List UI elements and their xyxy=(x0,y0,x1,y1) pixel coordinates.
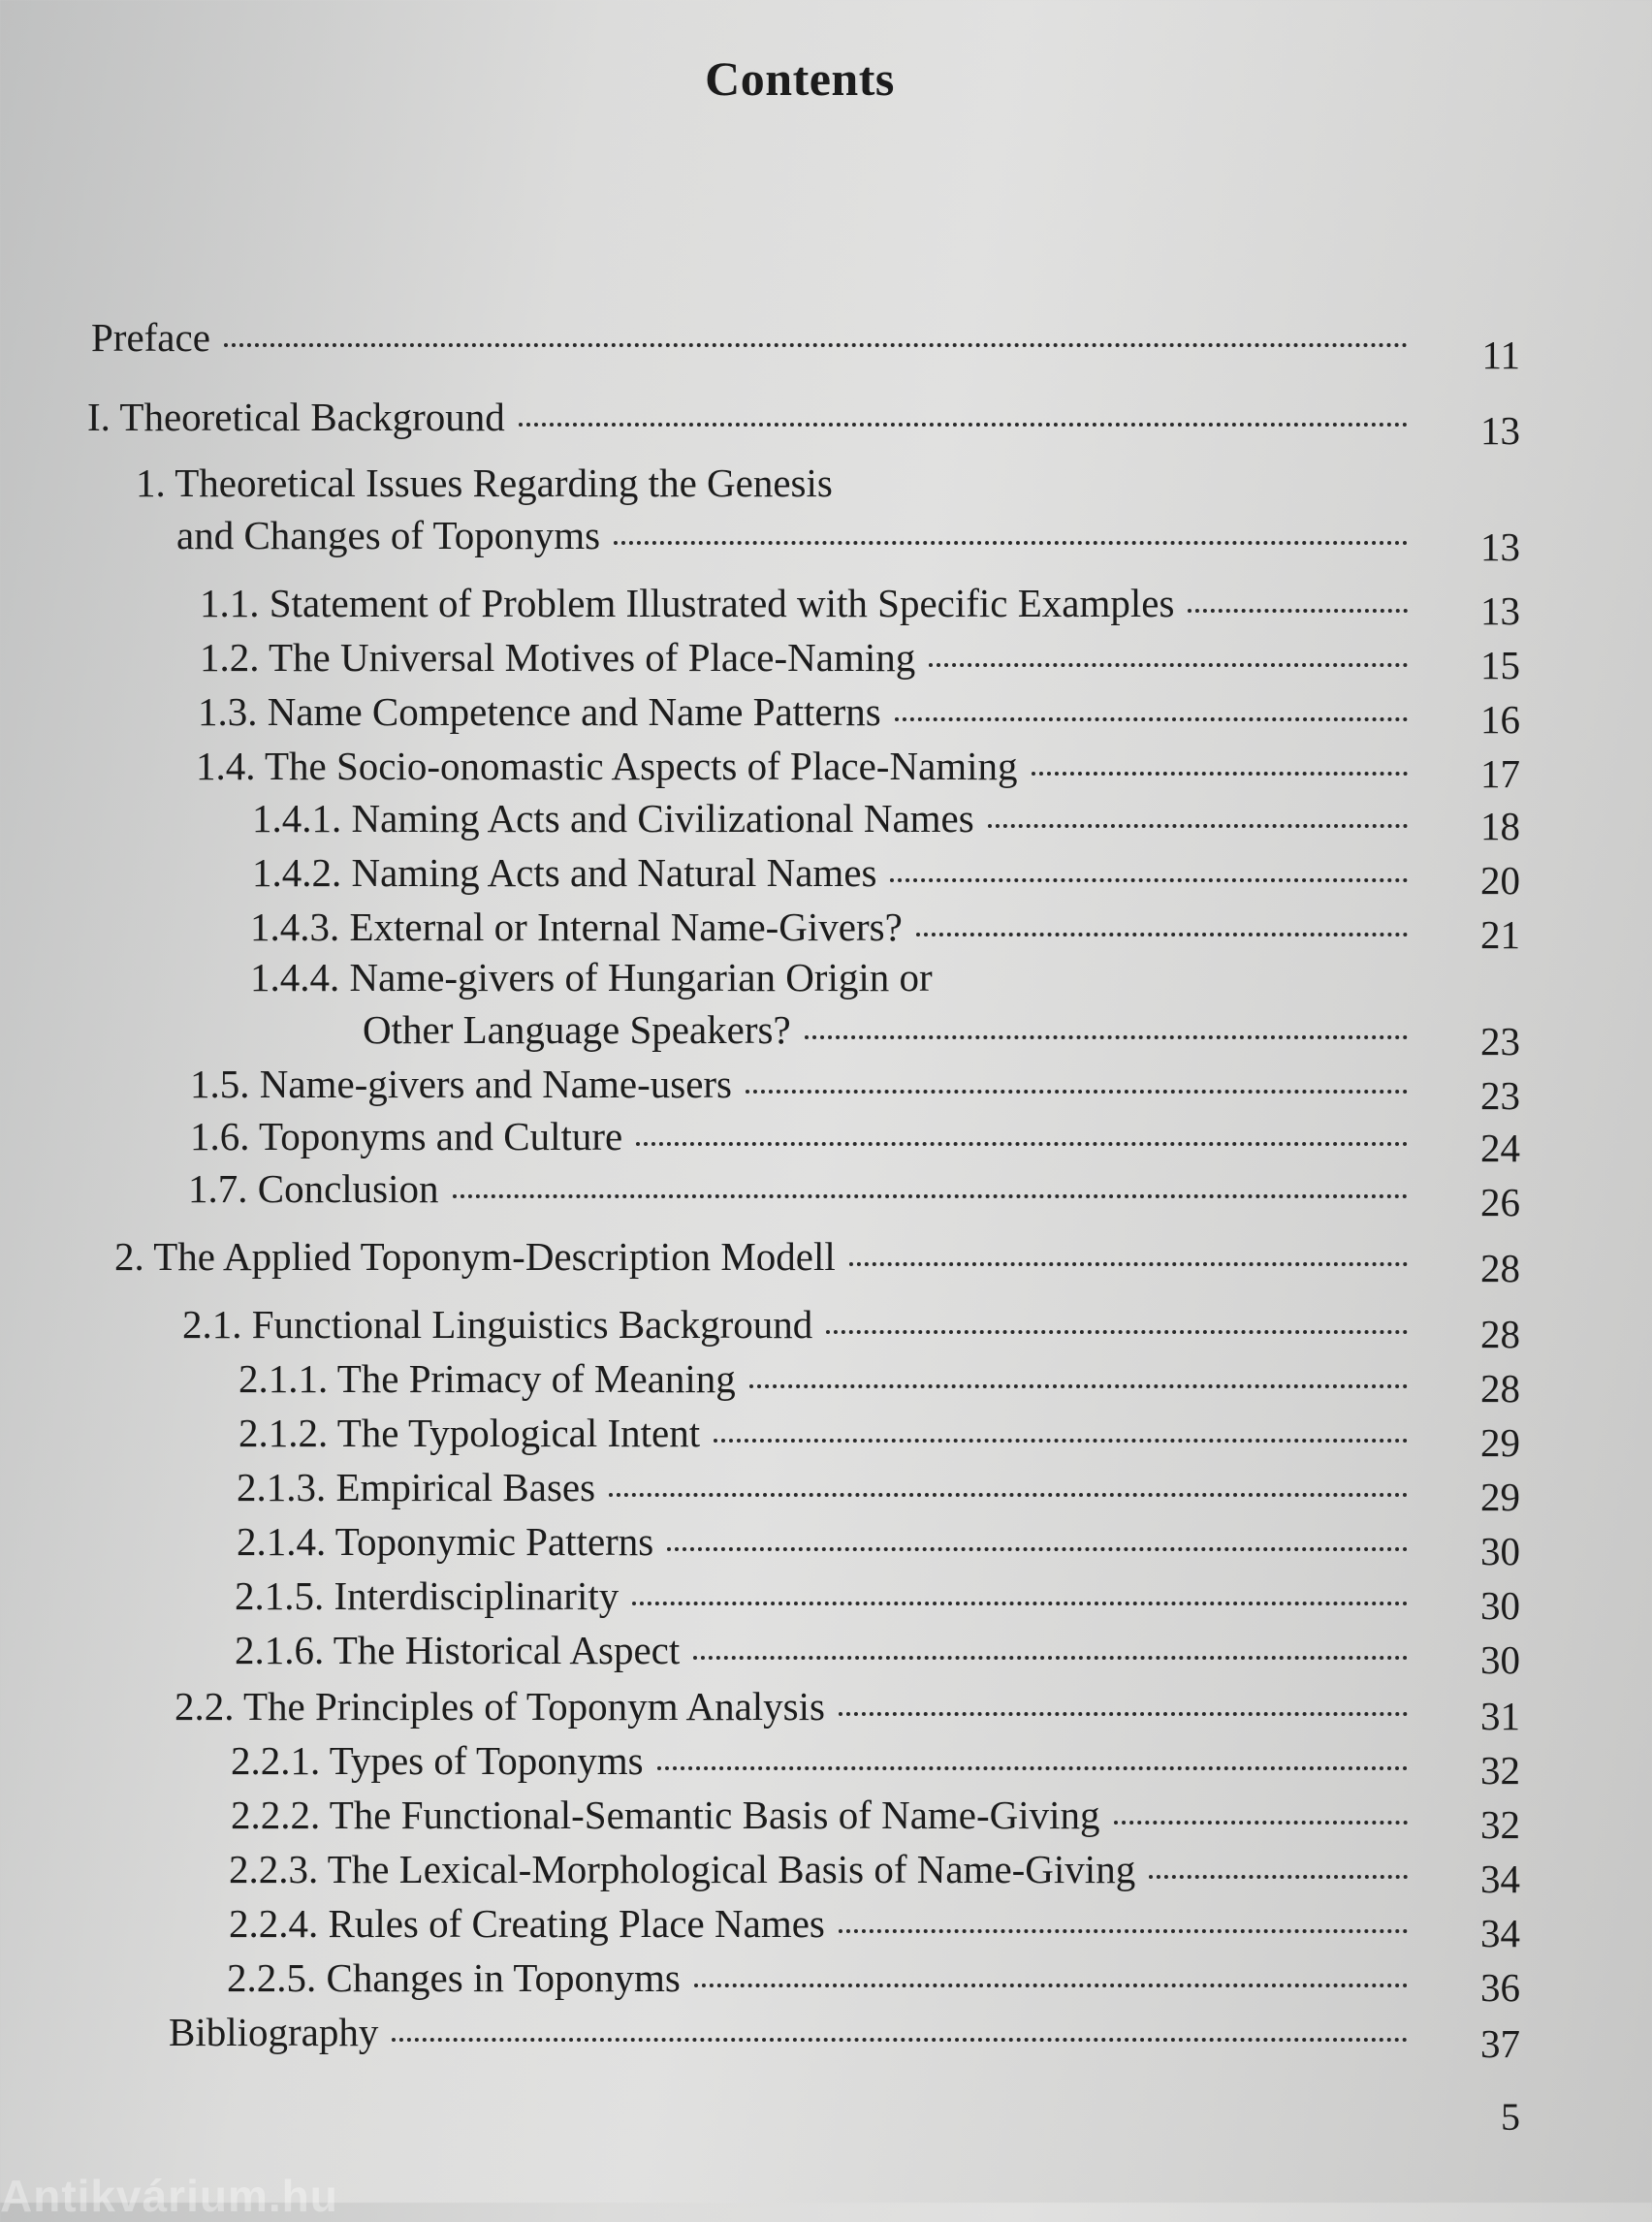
dot-leader xyxy=(636,1142,1408,1146)
dot-leader xyxy=(839,1929,1408,1933)
toc-entry-label: 2.2. The Principles of Toponym Analysis xyxy=(175,1684,825,1729)
toc-entry-2-1-6 xyxy=(235,1625,1414,1675)
toc-page-number: 17 xyxy=(1480,751,1520,796)
toc-page-number: 31 xyxy=(1480,1694,1520,1738)
toc-entry-label: 1.4.2. Naming Acts and Natural Names xyxy=(252,850,877,895)
toc-entry-label: Other Language Speakers? xyxy=(363,1007,791,1052)
toc-page-number: 37 xyxy=(1480,2021,1520,2066)
toc-page-number: 28 xyxy=(1480,1366,1520,1411)
dot-leader xyxy=(1149,1875,1408,1879)
toc-entry-label: 1.7. Conclusion xyxy=(188,1166,439,1211)
toc-page-number: 18 xyxy=(1480,804,1520,848)
page-number: 5 xyxy=(1501,2095,1520,2139)
toc-page-number: 36 xyxy=(1480,1965,1520,2010)
toc-entry-label: 2.2.5. Changes in Toponyms xyxy=(227,1955,681,2000)
toc-entry-preface xyxy=(91,312,1414,363)
dot-leader xyxy=(988,824,1408,828)
toc-page-number: 28 xyxy=(1480,1246,1520,1290)
toc-page-number: 30 xyxy=(1480,1583,1520,1628)
toc-entry-chapter-1-line-1 xyxy=(136,458,1414,508)
dot-leader xyxy=(826,1330,1408,1334)
toc-entry-2-1-5 xyxy=(235,1571,1414,1621)
toc-page-number: 30 xyxy=(1480,1529,1520,1573)
dot-leader xyxy=(916,933,1408,936)
dot-leader xyxy=(693,1656,1408,1660)
toc-entry-label: 1.5. Name-givers and Name-users xyxy=(190,1062,733,1106)
toc-entry-label: 2.1.2. The Typological Intent xyxy=(238,1411,701,1455)
toc-entry-2-2-5 xyxy=(227,1952,1414,2003)
dot-leader xyxy=(519,423,1408,427)
dot-leader xyxy=(714,1439,1408,1443)
toc-entry-label: and Changes of Toponyms xyxy=(176,513,601,557)
toc-entry-label: 1.2. The Universal Motives of Place-Naming xyxy=(200,635,916,680)
toc-entry-label: 1.4.3. External or Internal Name-Givers? xyxy=(250,905,903,949)
dot-leader xyxy=(392,2038,1408,2042)
page-title: Contents xyxy=(705,51,895,106)
toc-entry-1-4-1 xyxy=(252,793,1414,843)
dot-leader xyxy=(224,343,1408,347)
toc-page-number: 23 xyxy=(1480,1073,1520,1118)
toc-page-number: 24 xyxy=(1480,1126,1520,1170)
toc-entry-1-6 xyxy=(190,1111,1414,1161)
toc-page-number: 26 xyxy=(1480,1180,1520,1224)
toc-page-number: 32 xyxy=(1480,1802,1520,1847)
toc-page-number: 11 xyxy=(1481,333,1520,377)
toc-entry-label: 1.3. Name Competence and Name Patterns xyxy=(198,689,881,734)
toc-entry-label: 2.2.2. The Functional-Semantic Basis of Name-Giving xyxy=(231,1793,1100,1837)
toc-entry-1-1 xyxy=(200,578,1414,628)
toc-entry-label: 2.1.1. The Primacy of Meaning xyxy=(238,1356,736,1401)
toc-entry-2-1-1 xyxy=(238,1353,1414,1404)
toc-entry-label: 2.1. Functional Linguistics Background xyxy=(182,1302,813,1347)
toc-page-number: 13 xyxy=(1480,408,1520,453)
dot-leader xyxy=(1114,1821,1408,1825)
toc-page-number: 29 xyxy=(1480,1420,1520,1465)
toc-page-number: 34 xyxy=(1480,1911,1520,1955)
toc-entry-label: 2.1.5. Interdisciplinarity xyxy=(235,1573,620,1618)
dot-leader xyxy=(614,541,1408,545)
watermark: Antikvárium.hu xyxy=(0,2171,338,2221)
dot-leader xyxy=(632,1602,1408,1605)
dot-leader xyxy=(849,1262,1408,1266)
toc-entry-label: 2.2.3. The Lexical-Morphological Basis of Name-Giving xyxy=(229,1847,1136,1891)
toc-page-number: 23 xyxy=(1480,1019,1520,1063)
toc-entry-1-4-4-line-1 xyxy=(250,952,1414,1002)
toc-page-number: 20 xyxy=(1480,858,1520,903)
toc-entry-1-4 xyxy=(196,741,1414,791)
dot-leader xyxy=(694,1984,1408,1987)
toc-page-number: 15 xyxy=(1480,643,1520,687)
dot-leader xyxy=(609,1493,1408,1497)
toc-entry-2-2 xyxy=(175,1681,1414,1731)
toc-entry-1-3 xyxy=(198,686,1414,737)
toc-page-number: 32 xyxy=(1480,1748,1520,1793)
dot-leader xyxy=(667,1547,1408,1551)
dot-leader xyxy=(746,1090,1408,1094)
toc-entry-label: I. Theoretical Background xyxy=(87,395,505,439)
toc-entry-label: 2.1.4. Toponymic Patterns xyxy=(237,1519,654,1564)
toc-page-number: 13 xyxy=(1480,524,1520,569)
dot-leader xyxy=(1188,609,1408,613)
toc-entry-label: 2.1.6. The Historical Aspect xyxy=(235,1628,681,1672)
toc-entry-2-1 xyxy=(182,1299,1414,1349)
toc-page-number: 21 xyxy=(1480,912,1520,957)
toc-entry-2-2-4 xyxy=(229,1898,1414,1949)
toc-page-number: 29 xyxy=(1480,1475,1520,1519)
dot-leader xyxy=(839,1712,1408,1716)
toc-entry-label: 1.4. The Socio-onomastic Aspects of Place-Naming xyxy=(196,744,1018,788)
toc-entry-2-1-2 xyxy=(238,1408,1414,1458)
toc-entry-1-4-2 xyxy=(252,847,1414,898)
toc-page-number: 13 xyxy=(1480,588,1520,633)
dot-leader xyxy=(890,878,1408,882)
toc-entry-label: 1.1. Statement of Problem Illustrated with Specific Examples xyxy=(200,581,1175,625)
toc-entry-1-5 xyxy=(190,1059,1414,1109)
toc-entry-2-1-3 xyxy=(237,1462,1414,1512)
toc-page-number: 30 xyxy=(1480,1637,1520,1682)
toc-entry-2-2-3 xyxy=(229,1844,1414,1894)
toc-entry-label: Preface xyxy=(91,315,210,360)
toc-entry-bibliography xyxy=(169,2007,1414,2057)
dot-leader xyxy=(1032,772,1408,776)
toc-entry-chapter-1-line-2 xyxy=(176,510,1414,560)
toc-entry-label: 2.1.3. Empirical Bases xyxy=(237,1465,596,1509)
toc-entry-2-2-1 xyxy=(231,1735,1414,1786)
toc-page-number: 34 xyxy=(1480,1857,1520,1901)
dot-leader xyxy=(929,663,1408,667)
toc-entry-part-1 xyxy=(87,392,1414,442)
dot-leader xyxy=(749,1384,1408,1388)
toc-entry-label: Bibliography xyxy=(169,2010,379,2054)
dot-leader xyxy=(805,1035,1408,1039)
toc-entry-label: 2.2.1. Types of Toponyms xyxy=(231,1738,644,1783)
toc-entry-chapter-2 xyxy=(114,1231,1414,1282)
toc-entry-label: 2.2.4. Rules of Creating Place Names xyxy=(229,1901,825,1946)
toc-page-number: 16 xyxy=(1480,697,1520,742)
toc-entry-1-2 xyxy=(200,632,1414,682)
toc-entry-2-2-2 xyxy=(231,1790,1414,1840)
toc-entry-label: 1. Theoretical Issues Regarding the Genesis xyxy=(136,460,833,505)
dot-leader xyxy=(657,1766,1408,1770)
toc-entry-1-4-3 xyxy=(250,902,1414,952)
toc-entry-label: 1.6. Toponyms and Culture xyxy=(190,1114,623,1159)
toc-entry-1-4-4-line-2 xyxy=(363,1004,1414,1055)
toc-entry-label: 1.4.4. Name-givers of Hungarian Origin or xyxy=(250,955,933,1000)
toc-page-number: 28 xyxy=(1480,1312,1520,1356)
toc-entry-1-7 xyxy=(188,1163,1414,1214)
dot-leader xyxy=(895,717,1408,721)
dot-leader xyxy=(453,1194,1408,1198)
toc-entry-label: 2. The Applied Toponym-Description Modell xyxy=(114,1234,836,1279)
toc-entry-2-1-4 xyxy=(237,1516,1414,1567)
toc-entry-label: 1.4.1. Naming Acts and Civilizational Names xyxy=(252,796,974,841)
